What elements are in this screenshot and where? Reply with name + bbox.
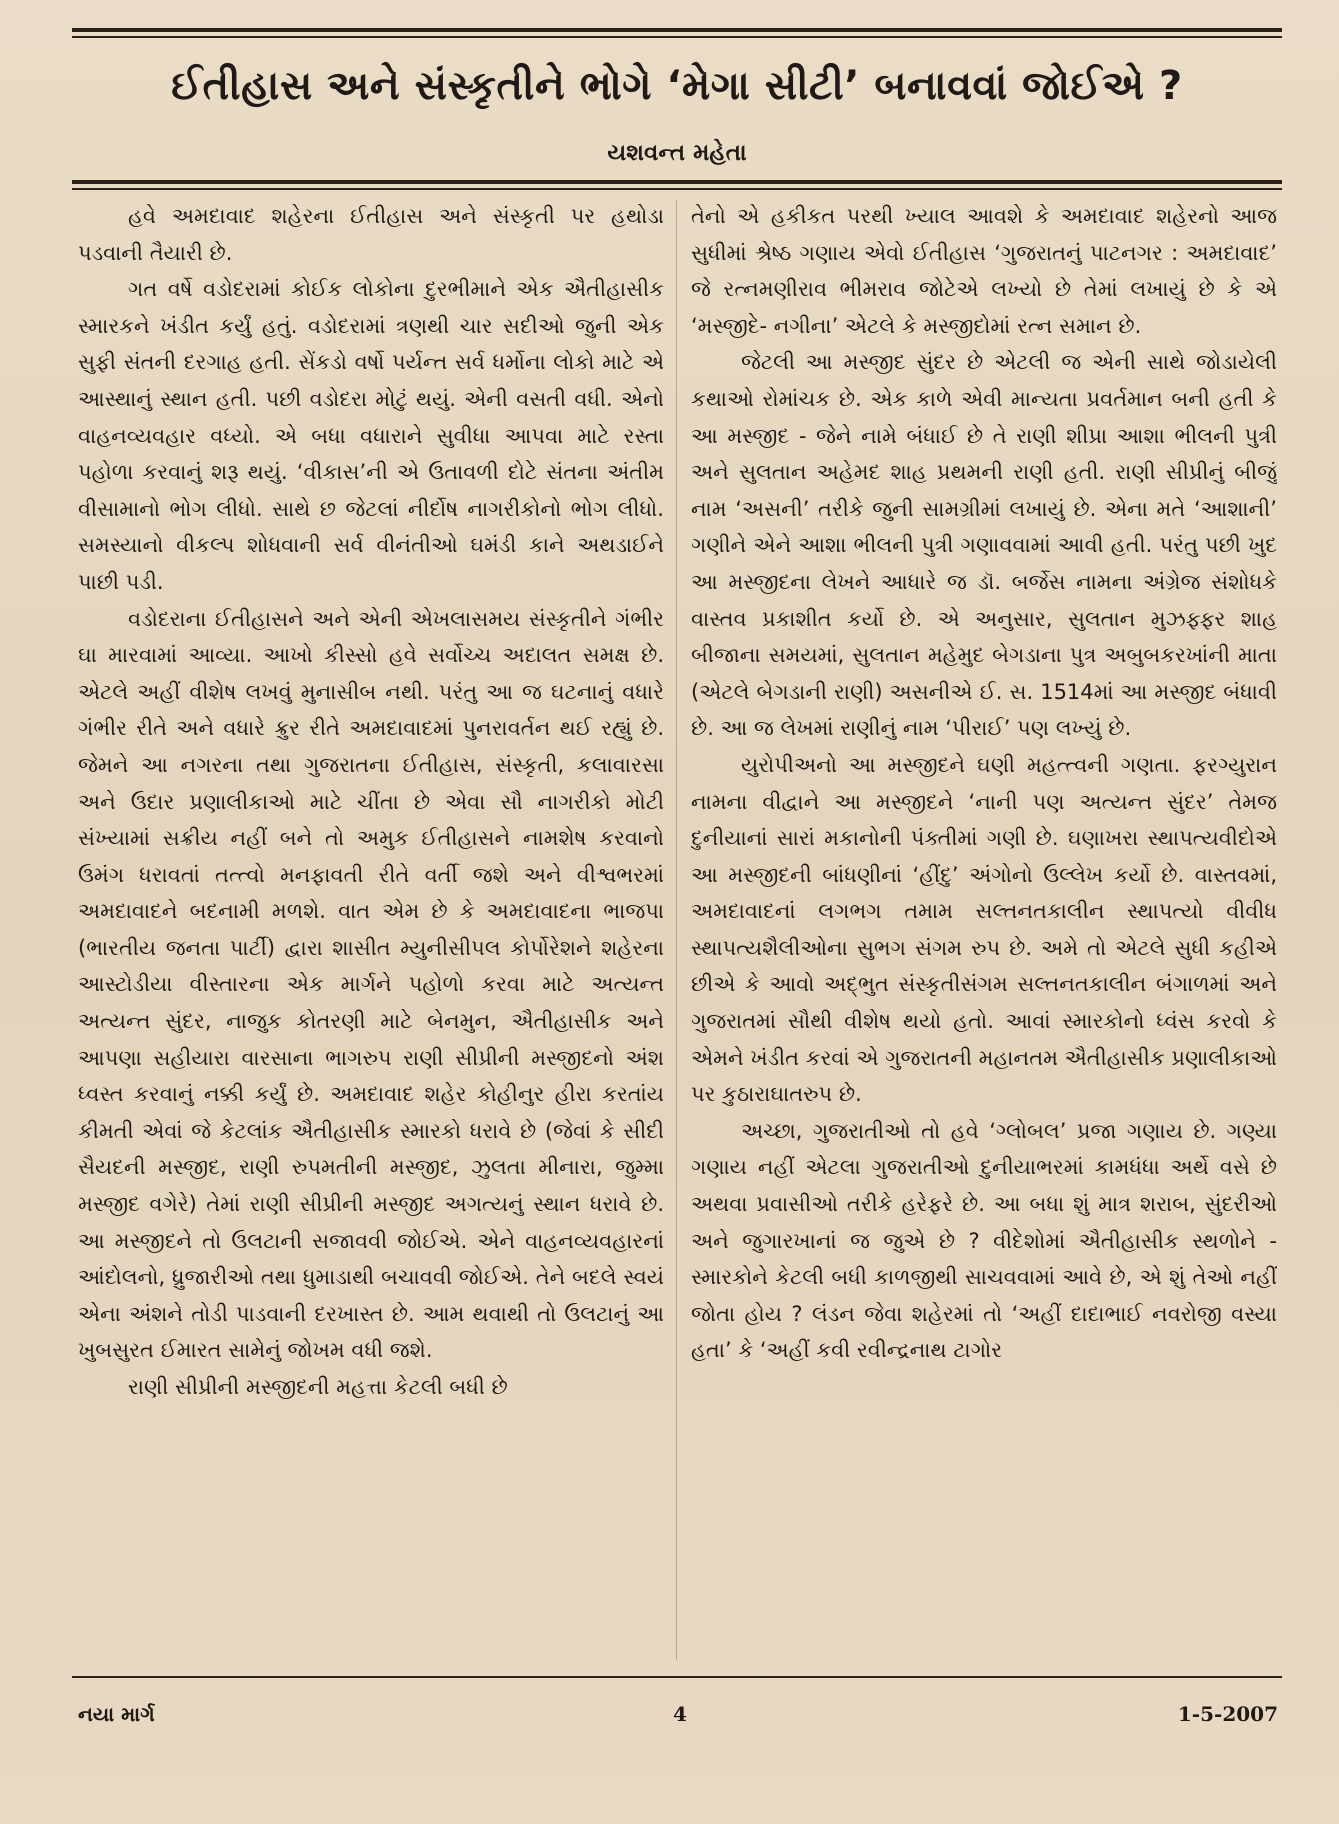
column-divider xyxy=(676,200,677,1660)
header-rule-thin xyxy=(72,188,1282,190)
right-paragraph-1: જેટલી આ મસ્જીદ સુંદર છે એટલી જ એની સાથે જોડાયેલી કથાઓ રોમાંચક છે. એક કાળે એવી માન્યતા પ્રવર્તમાન બની હતી કે આ મસ્જીદ - જેને નામે બંધાઈ છે તે રાણી શીપ્રા આશા ભીલની પુત્રી અને સુલતાન અહેમદ શાહ પ્રથમની રાણી હતી. રાણી સીપ્રીનું બીજું નામ ‘અસની’ તરીકે જુની સામગ્રીમાં લખાયું છે. એના મતે ‘આશાની’ ગણીને એને આશા ભીલની પુત્રી ગણાવવામાં આવી હતી. પરંતુ પછી ખુદ આ મસ્જીદના લેખને આધારે જ ડૉ. બર્જેસ નામના અંગ્રેજ સંશોધકે વાસ્તવ પ્રકાશીત કર્યો છે. એ અનુસાર, સુલતાન મુઝફ્ફર શાહ બીજાના સમયમાં, સુલતાન મહેમુદ બેગડાના પુત્ર અબુબકરખાંની માતા (એટલે બેગડાની રાણી) અસનીએ ઈ. સ. 1514માં આ મસ્જીદ બંધાવી છે. આ જ લેખમાં રાણીનું નામ ‘પીરાઈ’ પણ લખ્યું છે. xyxy=(691,350,1277,741)
article-author: યશવન્ત મહેતા xyxy=(607,140,747,166)
right-paragraph-continuation: તેનો એ હકીકત પરથી ખ્યાલ આવશે કે અમદાવાદ શહેરનો આજ સુધીમાં શ્રેષ્ઠ ગણાય એવો ઈતીહાસ ‘ગુજરાતનું પાટનગર : અમદાવાદ’ જે રત્નમણીરાવ ભીમરાવ જોટેએ લખ્યો છે તેમાં લખાયું છે કે એ ‘મસ્જીદે- નગીના’ એટલે કે મસ્જીદોમાં રત્ન સમાન છે. xyxy=(691,204,1277,338)
footer-page-number: 4 xyxy=(673,1702,687,1726)
top-rule-thick xyxy=(72,28,1282,32)
header-rule-thick xyxy=(72,180,1282,184)
right-paragraph-2: યુરોપીઅનો આ મસ્જીદને ઘણી મહત્ત્વની ગણતા. ફરગ્યુરાન નામના વીદ્વાને આ મસ્જીદને ‘નાની પણ અત્યન્ત સુંદર’ તેમજ દુનીયાનાં સારાં મકાનોની પંક્તીમાં ગણી છે. ઘણાખરા સ્થાપત્યવીદોએ આ મસ્જીદની બાંધણીનાં ‘હીંદુ’ અંગોનો ઉલ્લેખ કર્યો છે. વાસ્તવમાં, અમદાવાદનાં લગભગ તમામ સલ્તનતકાલીન સ્થાપત્યો વીવીધ સ્થાપત્યશૈલીઓના સુભગ સંગમ રુપ છે. અમે તો એટલે સુધી કહીએ છીએ કે આવો અદ્‌ભુત સંસ્કૃતીસંગમ સલ્તનતકાલીન બંગાળમાં અને ગુજરાતમાં સૌથી વીશેષ થયો હતો. આવાં સ્મારકોનો ધ્વંસ કરવો કે એમને ખંડીત કરવાં એ ગુજરાતની મહાનતમ ઐતીહાસીક પ્રણાલીકાઓ પર કુઠારાઘાતરુપ છે. xyxy=(691,752,1277,1107)
left-paragraph-2: ગત વર્ષે વડોદરામાં કોઈક લોકોના દુરભીમાને એક ઐતીહાસીક સ્મારકને ખંડીત કર્યું હતું. વડોદરામાં ત્રણથી ચાર સદીઓ જુની એક સુફી સંતની દરગાહ હતી. સેંકડો વર્ષો પર્યન્ત સર્વ ધર્મોના લોકો માટે એ આસ્થાનું સ્થાન હતી. પછી વડોદરા મોટું થયું. એની વસતી વધી. એનો વાહનવ્યવહાર વધ્યો. એ બધા વધારાને સુવીધા આપવા માટે રસ્તા પહોળા કરવાનું શરૂ થયું. ‘વીકાસ’ની એ ઉતાવળી દોટે સંતના અંતીમ વીસામાનો ભોગ લીધો. સાથે છ જેટલાં નીર્દોષ નાગરીકોનો ભોગ લીધો. સમસ્યાનો વીકલ્પ શોધવાની સર્વ વીનંતીઓ ઘમંડી કાને અથડાઈને પાછી પડી. xyxy=(78,277,664,594)
right-paragraph-3: અચ્છા, ગુજરાતીઓ તો હવે ‘ગ્લોબલ’ પ્રજા ગણાય છે. ગણ્યા ગણાય નહીં એટલા ગુજરાતીઓ દુનીયાભરમાં કામધંધા અર્થે વસે છે અથવા પ્રવાસીઓ તરીકે હરેફરે છે. આ બધા શું માત્ર શરાબ, સુંદરીઓ અને જુગારખાનાં જ જુએ છે ? વીદેશોમાં ઐતીહાસીક સ્થળોને - સ્મારકોને કેટલી બધી કાળજીથી સાચવવામાં આવે છે, એ શું તેઓ નહીં જોતા હોય ? લંડન જેવા શહેરમાં તો ‘અહીં દાદાભાઈ નવરોજી વસ્યા હતા’ કે ‘અહીં કવી રવીન્દ્રનાથ ટાગોર xyxy=(691,1118,1277,1363)
left-column xyxy=(78,198,664,1663)
left-paragraph-4: રાણી સીપ્રીની મસ્જીદની મહત્તા કેટલી બધી છે xyxy=(128,1375,508,1399)
right-column xyxy=(691,198,1277,1663)
footer-date: 1-5-2007 xyxy=(1177,1702,1278,1726)
footer-publication: નયા માર્ગ xyxy=(78,1702,155,1726)
article-title: ઈતીહાસ અને સંસ્કૃતીને ભોગે ‘મેગા સીટી’ બનાવવાં જોઈએ ? xyxy=(171,63,1183,109)
top-rule-thin xyxy=(72,36,1282,38)
footer-rule xyxy=(72,1676,1282,1678)
left-paragraph-1: હવે અમદાવાદ શહેરના ઈતીહાસ અને સંસ્કૃતી પર હથોડા પડવાની તૈયારી છે. xyxy=(78,204,664,265)
left-paragraph-3: વડોદરાના ઈતીહાસને અને એની એખલાસમય સંસ્કૃતીને ગંભીર ઘા મારવામાં આવ્યા. આખો કીસ્સો હવે સર્વોચ્ચ અદાલત સમક્ષ છે. એટલે અહીં વીશેષ લખવું મુનાસીબ નથી. પરંતુ આ જ ઘટનાનું વધારે ગંભીર રીતે અને વધારે ક્રુર રીતે અમદાવાદમાં પુનરાવર્તન થઈ રહ્યું છે. જેમને આ નગરના તથા ગુજરાતના ઈતીહાસ, સંસ્કૃતી, કલાવારસા અને ઉદાર પ્રણાલીકાઓ માટે ચીંતા છે એવા સૌ નાગરીકો મોટી સંખ્યામાં સક્રીય નહીં બને તો અમુક ઈતીહાસને નામશેષ કરવાનો ઉમંગ ધરાવતાં તત્ત્વો મનફાવતી રીતે વર્તી જશે અને વીશ્વભરમાં અમદાવાદને બદનામી મળશે. વાત એમ છે કે અમદાવાદના ભાજપા (ભારતીય જનતા પાર્ટી) દ્વારા શાસીત મ્યુનીસીપલ કોર્પોરેશને શહેરના આસ્ટોડીયા વીસ્તારના એક માર્ગને પહોળો કરવા માટે અત્યન્ત અત્યન્ત સુંદર, નાજુક કોતરણી માટે બેનમુન, ઐતીહાસીક અને આપણા સહીયારા વારસાના ભાગરુપ રાણી સીપ્રીની મસ્જીદનો અંશ ધ્વસ્ત કરવાનું નક્કી કર્યું છે. અમદાવાદ શહેર કોહીનુર હીરા કરતાંય કીમતી એવાં જે કેટલાંક ઐતીહાસીક સ્મારકો ધરાવે છે (જેવાં કે સીદી સૈયદની મસ્જીદ, રાણી રુપમતીની મસ્જીદ, ઝુલતા મીનારા, જુમ્મા મસ્જીદ વગેરે) તેમાં રાણી સીપ્રીની મસ્જીદ અગત્યનું સ્થાન ધરાવે છે. આ મસ્જીદને તો ઉલટાની સજાવવી જોઈએ. એને વાહનવ્યવહારનાં આંદોલનો, ધ્રુજારીઓ તથા ધુમાડાથી બચાવવી જોઈએ. તેને બદલે સ્વયં એના અંશને તોડી પાડવાની દરખાસ્ત છે. આમ થવાથી તો ઉલટાનું આ ખુબસુરત ઈમારત સામેનું જોખમ વધી જશે. xyxy=(78,606,664,1363)
